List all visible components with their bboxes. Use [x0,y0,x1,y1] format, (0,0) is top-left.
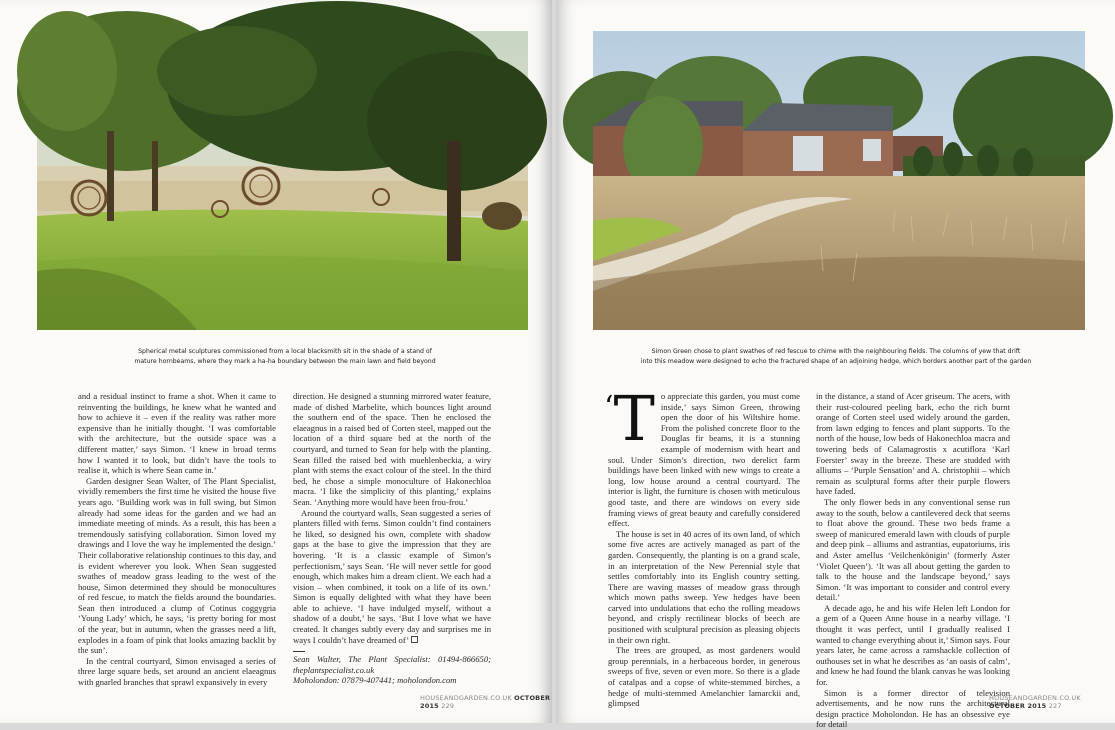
text-column-1 [604,382,800,709]
paragraph: The trees are grouped, as most gardeners would group perennials, in a herbaceous border, in generous sweeps of five, seven or even more. So there is a glade of catalpas and a copse of white-stemmed birches, a hedge of multi-stemmed Amelanchier lamarckii and, glimpsed [608,645,800,709]
paragraph [293,508,491,646]
drop-cap-letter: T [613,382,655,455]
paragraph: In the central courtyard, Simon envisaged a series of three large square beds, set around an ancient elaeagnus with gnarled branches that sprawl expansively in every [78,655,276,688]
paragraph: Garden designer Sean Walter, of The Plant Specialist, vividly remembers the first time he visited the house five years ago. ‘Building work was in full swing, but Simon already had some ideas for the garden and we had an immediate meeting of minds. As a result, this has been a tremendously satisfying collaboration. Simon loved my drawings and I love the way he implemented the design.’ Their collaborative relationship continues to this day, and is evident wherever you look. When Sean suggested swathes of meadow grass leading to the west of the house, Simon determined they should be monocultures of red fescue, to match the fields around the boundaries. Sean then introduced a clump of Cotinus coggygria ‘Young Lady’ which, he says, ‘is pretty boring for most of the year, but in autumn, when the grasses need a lift, explodes in a foam of pink that looks amazing backlit by the sun’. [78,475,276,656]
drop-cap-quote-mark: ‘ [604,390,614,425]
text-column-2 [816,391,1010,730]
credit-line: Moholondon: 07879-407441; moholondon.com [293,675,457,686]
paragraph: direction. He designed a stunning mirrored water feature, made of dished Marbelite, which bounces light around the southern end of the space. Then he enclosed the elaeagnus in a raised bed of Corten steel, mapped out the location of a third square bed at the north of the courtyard, and turned to Sean for help with the planting. Sean filled the raised bed with muehlenbeckia, a wiry plant with stems the exact colour of the steel. In the third bed, he chose a simple monoculture of Hakonechloa macra. ‘I like the simplicity of this planting,’ explains Sean. ‘Anything more would have been frou-frou.’ [293,391,491,507]
photo-caption [626,347,1046,366]
paragraph: in the distance, a stand of Acer griseum. The acers, with their rust-coloured peeling bark, echo the rich burnt orange of Corten steel used widely around the garden, from lawn edging to fences and plant supports. To the north of the house, low beds of Hakonechloa macra and towering beds of Calamagrostis x acutiflora ‘Karl Foerster’ sway in the breeze. These are studded with alliums – ‘Purple Sensation’ and A. christophii – which remain as sculptural forms after their purple flowers have faded. [816,391,1010,497]
caption-line-2: mature hornbeams, where they mark a ha-ha boundary between the main lawn and field beyond [134,357,436,365]
photo-caption [80,347,490,366]
footer-site: HOUSEANDGARDEN.CO.UK [989,694,1081,702]
text-column-1 [78,391,276,688]
left-page [0,0,552,723]
paragraph: and a residual instinct to frame a shot. When it came to reinventing the buildings, he knew what he wanted and how to achieve it – even if the reality was rather more expensive than he initially thought. ‘I was comfortable with the architecture, but the outside space was a different matter,’ says Simon. ‘I knew in broad terms how I wanted it to look, but didn’t have the tools to realise it, which is where Sean came in.’ [78,391,276,476]
drop-cap [604,382,655,455]
page-number: 229 [441,702,455,710]
footer-issue: OCTOBER 2015 [989,702,1047,710]
page-footer [989,694,1115,710]
garden-photo-right [593,31,1085,330]
credit-line: Sean Walter, The Plant Specialist: 01494-866650; theplantspecialist.co.uk [293,654,491,675]
paragraph-text: Around the courtyard walls, Sean suggested a series of planters filled with ferns. Simon couldn’t find containers he liked, so designed his own, complete with shadow gaps at the base to give the impression that they are hovering. ‘It is a classic example of Simon’s perfectionism,’ says Sean. ‘He will never settle for good enough, which makes him a dream client. We each had a vision – when combined, it took on a life of its own.’ Simon is equally delighted with what they have been able to achieve. ‘I have indulged myself, without a shadow of a doubt,’ he says. ‘But I love what we have created. It changes subtly every day and surprises me in ways I couldn’t have dreamed of’ [293,507,491,645]
paragraph-text: o appreciate this garden, you must come inside,’ says Simon Green, throwing open the door of his Wiltshire home. From the polished concrete floor to the Douglas fir beams, it is a stunning example of modernism with heart and soul. Under Simon’s direction, two derelict farm buildings have been linked with new wings to create a long, low house around a central courtyard. The interior is light, the furniture is chosen with meticulous good taste, and there are windows on every side framing views of great beauty and carefully considered effect. [608,391,800,529]
paragraph: A decade ago, he and his wife Helen left London for a gem of a Queen Anne house in a nearby village. ‘I thought it was perfect, until I gradually realised I wanted to change everything about it,’ Simon says. Four years later, he came across a ramshackle collection of outhouses set in what he describes as ‘an oasis of calm’, and knew he had found the blank canvas he was looking for. [816,602,1010,688]
opening-paragraph [604,382,800,529]
right-page [556,0,1115,730]
footer-site: HOUSEANDGARDEN.CO.UK [420,694,512,702]
credits [293,654,491,686]
caption-line-1: Spherical metal sculptures commissioned from a local blacksmith sit in the shade of a stand of [138,348,432,355]
divider [293,651,305,652]
footer-issue: OCTOBER 2015 [420,694,551,710]
page-footer [420,694,552,710]
garden-photo-left [37,31,528,330]
photo-hornbeams-sculptures [37,31,528,330]
page-number: 227 [1048,702,1062,710]
photo-meadow-house [593,31,1085,330]
caption-line-1: Simon Green chose to plant swathes of red fescue to chime with the neighbouring fields. The columns of yew that drift [651,348,1021,355]
paragraph: The only flower beds in any conventional sense run away to the south, below a cantilevered deck that seems to float above the ground. These two beds frame a sweep of manicured emerald lawn with clouds of purple and deep pink – alliums and astrantias, eupatoriums, iris and Aster amellus ‘Veilchenkönigin’ (formerly Aster ‘Violet Queen’). ‘It was all about getting the garden to talk to the house and the landscape beyond,’ says Simon. ‘It was important to consider and control every detail.’ [816,496,1010,603]
text-column-2 [293,391,491,686]
caption-line-2: into this meadow were designed to echo the fractured shape of an adjoining hedge, which borders another part of the garden [640,357,1032,365]
paragraph: Simon is a former director of television advertisements, and he now runs the architectural design practice Moholondon. He has an obsessive eye for detail [816,687,1010,730]
end-mark-icon [411,636,418,643]
paragraph: The house is set in 40 acres of its own land, of which some five acres are actively managed as part of the garden. Consequently, the planting is on a grand scale, in an interpretation of the New Perennial style that settles comfortably into its English country setting. There are waving masses of meadow grass through which mown paths sweep. Yew hedges have been carved into undulations that echo the rolling meadows beyond, and crisply rectilinear blocks of beech are positioned with sculptural precision as pleasing objects in their own right. [608,528,800,645]
